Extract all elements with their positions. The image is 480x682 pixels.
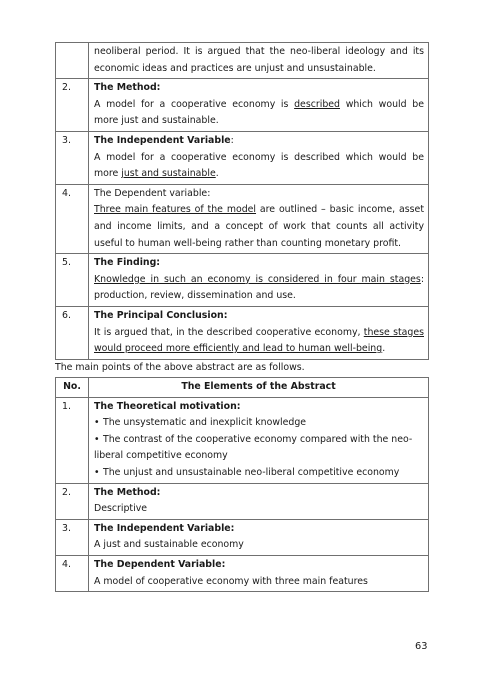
underlined-text: described <box>294 98 340 110</box>
row-number-cell: 3. <box>56 519 89 555</box>
bullet-text: The unjust and unsustainable neo-liberal competitive economy <box>103 466 400 478</box>
underlined-text: these stages would proceed more efficiently and lead to human well-being <box>94 326 424 355</box>
row-heading: The Dependent variable: <box>94 187 211 199</box>
row-number-cell: 4. <box>56 555 89 591</box>
bullet-item <box>94 465 424 482</box>
header-no: No. <box>56 378 89 398</box>
table-row <box>56 483 429 519</box>
table-row <box>56 43 429 79</box>
table-header-row <box>56 378 429 398</box>
row-text: which would be more just and sustainable. <box>94 98 424 127</box>
row-heading: The Independent Variable <box>94 134 231 146</box>
row-content-cell <box>89 555 429 591</box>
row-text: : production, review, dissemination and use. <box>94 273 424 302</box>
table-row <box>56 555 429 591</box>
row-text: A model for a cooperative economy is described which would be more <box>94 151 424 180</box>
row-number-cell: 4. <box>56 184 89 253</box>
row-text: are outlined – basic income, asset and income limits, and a concept of work that counts all activity useful to human well-being rather than counting monetary profit. <box>94 204 424 249</box>
table-row <box>56 184 429 253</box>
header-elements: The Elements of the Abstract <box>89 378 429 398</box>
row-text: . <box>382 343 386 355</box>
row-text: It is argued that, in the described cooperative economy, <box>94 326 364 338</box>
table-row <box>56 79 429 132</box>
row-number-cell: 1. <box>56 397 89 483</box>
row-content-cell <box>89 43 429 79</box>
table-row <box>56 519 429 555</box>
bullet-text: The contrast of the cooperative economy compared with the neo-liberal competitive economy <box>94 433 413 462</box>
row-number-cell: 2. <box>56 483 89 519</box>
row-heading: The Principal Conclusion: <box>94 309 228 321</box>
row-text: . <box>215 168 219 180</box>
bullet-dot-icon: • <box>94 466 100 478</box>
row-text: neoliberal period. It is argued that the neo-liberal ideology and its economic ideas and practices are unjust and unsustainable. <box>94 46 424 74</box>
intro-text: The main points of the above abstract are as follows. <box>55 362 305 373</box>
row-heading: The Method: <box>94 486 161 498</box>
row-content-cell <box>89 397 429 483</box>
table-row <box>56 254 429 307</box>
underlined-text: Knowledge in such an economy is considered in four main stages <box>94 273 421 285</box>
underlined-text: Three main features of the model <box>94 204 257 216</box>
bullet-item <box>94 432 424 465</box>
table-row <box>56 306 429 359</box>
row-content-cell <box>89 254 429 307</box>
row-text: A model for a cooperative economy is <box>94 98 295 110</box>
row-text: Descriptive <box>94 503 148 515</box>
bullet-dot-icon: • <box>94 417 100 429</box>
row-content-cell <box>89 131 429 184</box>
row-heading-line <box>94 133 424 150</box>
page-number: 63 <box>415 641 428 652</box>
row-content-cell <box>89 184 429 253</box>
row-heading-colon: : <box>230 134 234 146</box>
row-text: A just and sustainable economy <box>94 539 244 551</box>
row-number-cell: 2. <box>56 79 89 132</box>
row-heading: The Independent Variable: <box>94 522 235 534</box>
abstract-analysis-table <box>55 42 429 360</box>
row-number-cell: 5. <box>56 254 89 307</box>
row-heading: The Theoretical motivation: <box>94 400 241 412</box>
row-number-cell: 3. <box>56 131 89 184</box>
row-content-cell <box>89 519 429 555</box>
row-text: A model of cooperative economy with three main features <box>94 575 368 587</box>
row-content-cell <box>89 483 429 519</box>
row-number-cell: 6. <box>56 306 89 359</box>
underlined-text: just and sustainable <box>121 168 216 180</box>
bullet-text: The unsystematic and inexplicit knowledge <box>103 417 307 429</box>
table-row <box>56 397 429 483</box>
row-heading: The Method: <box>94 82 161 94</box>
bullet-dot-icon: • <box>94 433 100 445</box>
row-content-cell <box>89 306 429 359</box>
row-content-cell <box>89 79 429 132</box>
row-number-cell <box>56 43 89 79</box>
bullet-item <box>94 415 424 432</box>
row-heading: The Finding: <box>94 257 161 269</box>
table-row <box>56 131 429 184</box>
elements-of-abstract-table <box>55 377 429 592</box>
row-heading: The Dependent Variable: <box>94 558 226 570</box>
